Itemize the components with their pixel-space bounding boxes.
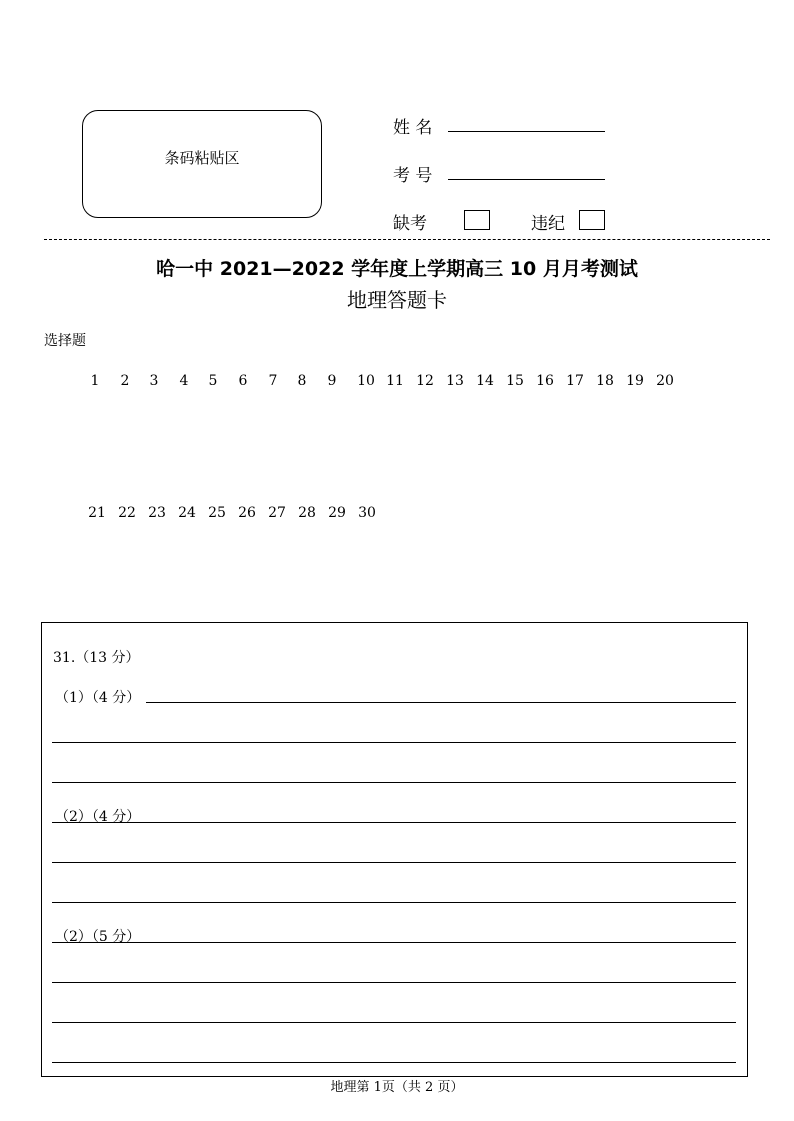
question-number: 20	[656, 373, 674, 389]
exam-title: 哈一中 2021—2022 学年度上学期高三 10 月月考测试	[156, 258, 638, 280]
question-number: 16	[536, 373, 554, 389]
answer-line[interactable]	[52, 902, 736, 903]
question-number: 19	[626, 373, 644, 389]
name-field[interactable]	[448, 131, 605, 132]
q31-title: 31.（13 分）	[53, 650, 140, 666]
choice-section-label: 选择题	[44, 333, 86, 349]
question-number: 30	[358, 505, 376, 521]
question-number: 12	[416, 373, 434, 389]
question-number: 14	[476, 373, 494, 389]
question-number: 29	[328, 505, 346, 521]
answer-box-q31	[41, 622, 748, 1077]
question-number: 17	[566, 373, 584, 389]
answer-line[interactable]	[52, 862, 736, 863]
q31-part3-label: （2）（5 分）	[55, 929, 141, 945]
question-number: 24	[178, 505, 196, 521]
violation-checkbox[interactable]	[579, 210, 605, 230]
id-label: 考 号	[393, 166, 433, 186]
question-number: 15	[506, 373, 524, 389]
answer-line[interactable]	[52, 1062, 736, 1063]
barcode-area-label: 条码粘贴区	[164, 148, 240, 167]
absent-label: 缺考	[393, 214, 427, 234]
answer-line[interactable]	[52, 782, 736, 783]
q31-part2-label: （2）（4 分）	[55, 809, 141, 825]
card-title: 地理答题卡	[347, 288, 447, 312]
question-number: 4	[179, 373, 189, 389]
id-field[interactable]	[448, 179, 605, 180]
answer-line[interactable]	[52, 742, 736, 743]
question-number: 22	[118, 505, 136, 521]
question-number: 23	[148, 505, 166, 521]
answer-line[interactable]	[52, 982, 736, 983]
question-number: 10	[357, 373, 375, 389]
name-label: 姓 名	[393, 118, 433, 138]
question-number: 26	[238, 505, 256, 521]
answer-line[interactable]	[52, 942, 736, 943]
absent-checkbox[interactable]	[464, 210, 490, 230]
page-footer: 地理第 1页（共 2 页）	[330, 1080, 464, 1095]
question-number: 3	[149, 373, 159, 389]
q31-part1-label: （1）（4 分）	[55, 690, 141, 706]
question-number: 27	[268, 505, 286, 521]
question-number: 13	[446, 373, 464, 389]
question-number: 9	[327, 373, 337, 389]
barcode-area	[82, 110, 322, 218]
question-number: 6	[238, 373, 248, 389]
question-number: 5	[208, 373, 218, 389]
question-number: 7	[268, 373, 278, 389]
answer-line[interactable]	[52, 1022, 736, 1023]
question-number: 1	[90, 373, 100, 389]
question-number: 28	[298, 505, 316, 521]
question-number: 18	[596, 373, 614, 389]
choice-row-1	[0, 373, 794, 393]
answer-line[interactable]	[146, 702, 736, 703]
choice-row-2	[0, 505, 794, 525]
question-number: 11	[386, 373, 404, 389]
cut-line	[44, 239, 770, 240]
violation-label: 违纪	[531, 214, 565, 234]
question-number: 8	[297, 373, 307, 389]
question-number: 2	[120, 373, 130, 389]
question-number: 25	[208, 505, 226, 521]
answer-line[interactable]	[52, 822, 736, 823]
question-number: 21	[88, 505, 106, 521]
